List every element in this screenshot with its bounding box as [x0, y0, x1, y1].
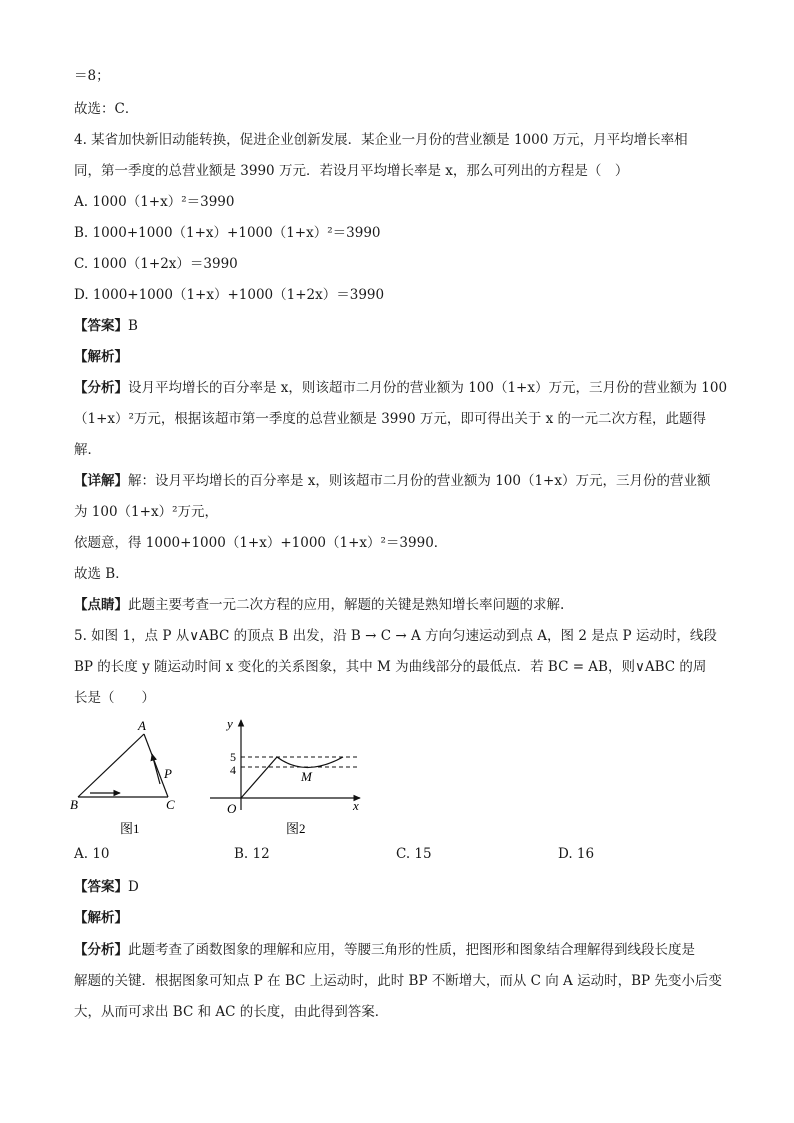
question-4-option-a: A. 1000（1+x）²＝3990: [74, 194, 235, 210]
answer-tag: 【答案】: [74, 318, 128, 334]
analysis-5-line: 大，从而可求出 BC 和 AC 的长度，由此得到答案．: [74, 1004, 389, 1020]
segment-ba: [78, 734, 144, 797]
comment-text: 此题主要考查一元二次方程的应用，解题的关键是熟知增长率问题的求解.: [128, 597, 565, 613]
xiangjie-tag: 【详解】: [74, 473, 128, 489]
analysis-4-heading: [74, 347, 128, 367]
figure-2-caption: 图2: [286, 821, 306, 836]
answer-value: D: [128, 879, 139, 895]
question-5-option-c: C. 15: [396, 846, 432, 862]
analysis-text: 设月平均增长的百分率是 x，则该超市二月份的营业额为 100（1+x）万元，三月份的营业额为 100: [128, 380, 728, 396]
analysis-tag: 【解析】: [74, 910, 128, 926]
label-origin: O: [227, 801, 237, 816]
figure-1-triangle: [60, 712, 200, 842]
text-line: ＝8；: [74, 68, 110, 84]
label-p: P: [164, 766, 172, 781]
answer-5: [74, 877, 139, 897]
answer-tag: 【答案】: [74, 879, 128, 895]
figure-1-caption: 图1: [120, 821, 140, 836]
detail-4-line: 为 100（1+x）²万元，: [74, 504, 218, 520]
function-curve: [241, 757, 343, 798]
fenxi-tag: 【分析】: [74, 380, 128, 396]
dianjing-tag: 【点睛】: [74, 597, 128, 613]
analysis-4-line: （1+x）²万元，根据该超市第一季度的总营业额是 3990 万元，即可得出关于 x 的一元二次方程，此题得: [74, 411, 707, 427]
label-x: x: [353, 798, 359, 813]
label-a: A: [138, 718, 146, 733]
figure-2-graph: [200, 712, 380, 842]
text-line: 故选：C．: [74, 101, 139, 117]
analysis-5-line: [74, 940, 695, 960]
question-4-option-c: C. 1000（1+2x）＝3990: [74, 256, 238, 272]
question-4-option-d: D. 1000+1000（1+x）+1000（1+2x）＝3990: [74, 287, 385, 303]
tick-5: 5: [230, 750, 236, 764]
question-4-stem: 4. 某省加快新旧动能转换，促进企业创新发展．某企业一月份的营业额是 1000 万元，月平均增长率相: [74, 132, 688, 148]
label-y: y: [227, 716, 233, 731]
label-b: B: [70, 797, 78, 812]
label-c: C: [166, 797, 175, 812]
question-5-option-b: B. 12: [234, 846, 270, 862]
label-m: M: [301, 769, 312, 784]
question-4-stem: 同，第一季度的总营业额是 3990 万元．若设月平均增长率是 x，那么可列出的方程是（ ）: [74, 163, 629, 179]
question-4-option-b: B. 1000+1000（1+x）+1000（1+x）²＝3990: [74, 225, 381, 241]
detail-4-line: [74, 471, 710, 491]
detail-4-line: 依题意，得 1000+1000（1+x）+1000（1+x）²＝3990．: [74, 535, 448, 551]
arrow-ca: [152, 754, 160, 784]
fenxi-tag: 【分析】: [74, 942, 128, 958]
analysis-5-heading: [74, 908, 128, 928]
question-5-stem: 长是（ ）: [74, 690, 155, 706]
comment-4-line: [74, 595, 564, 615]
question-5-stem: 5. 如图 1，点 P 从∨ABC 的顶点 B 出发，沿 B → C → A 方向匀速运动到点 A，图 2 是点 P 运动时，线段: [74, 628, 717, 644]
tick-4: 4: [230, 763, 236, 777]
question-5-option-d: D. 16: [558, 846, 595, 862]
analysis-4-line: [74, 378, 727, 398]
analysis-4-line: 解．: [74, 442, 101, 458]
analysis-text: 此题考查了函数图象的理解和应用，等腰三角形的性质，把图形和图象结合理解得到线段长度是: [128, 942, 695, 958]
detail-4-line: 故选 B．: [74, 566, 129, 582]
answer-4: [74, 316, 138, 336]
detail-text: 解：设月平均增长的百分率是 x，则该超市二月份的营业额为 100（1+x）万元，三月份的营业额: [128, 473, 711, 489]
answer-value: B: [128, 318, 138, 334]
analysis-5-line: 解题的关键．根据图象可知点 P 在 BC 上运动时，此时 BP 不断增大，而从 C 向 A 运动时，BP 先变小后变: [74, 973, 722, 989]
question-5-stem: BP 的长度 y 随运动时间 x 变化的关系图象，其中 M 为曲线部分的最低点．若 BC = AB，则∨ABC 的周: [74, 659, 707, 675]
analysis-tag: 【解析】: [74, 349, 128, 365]
question-5-option-a: A. 10: [74, 846, 110, 862]
